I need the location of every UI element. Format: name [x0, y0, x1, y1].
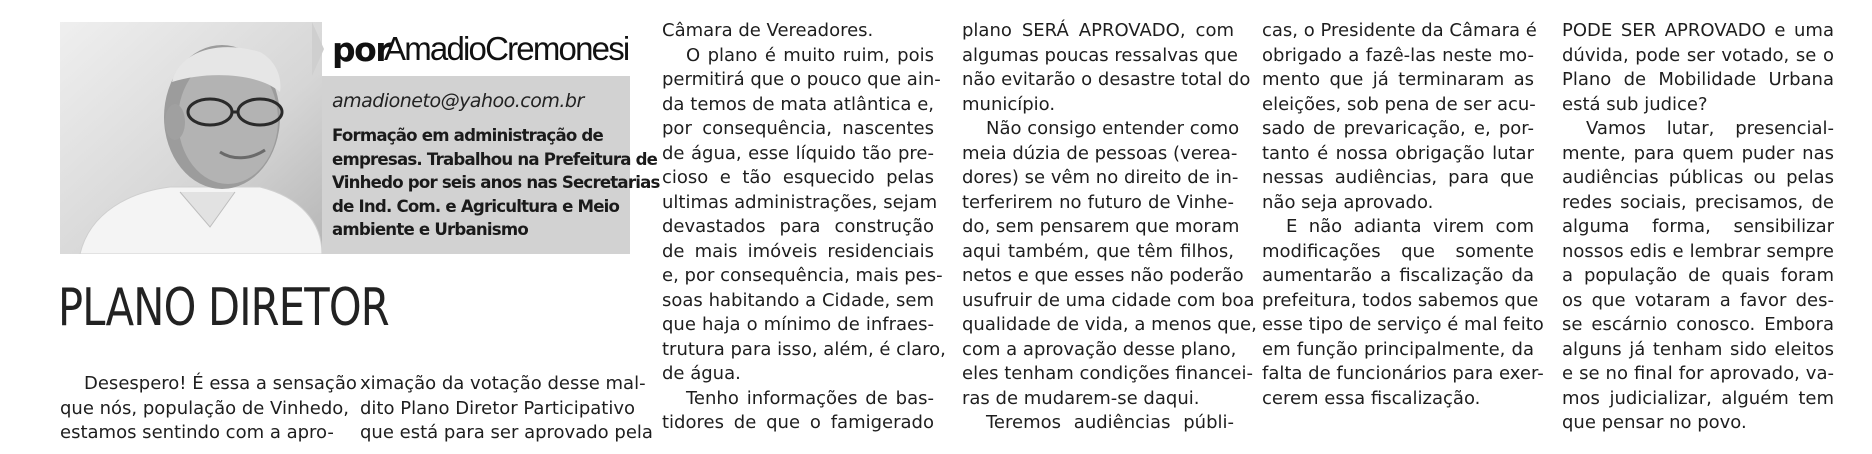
- text-line: Desespero! É essa a sensação: [84, 373, 357, 394]
- text-line: meia dúzia de pessoas (verea-: [962, 142, 1238, 164]
- article-column-4: [962, 19, 1257, 436]
- text-line: dúvida, pode ser votado, se o: [1562, 44, 1834, 66]
- bio-line: Formação em administração de: [332, 126, 603, 145]
- text-line: devastados para construção: [662, 216, 934, 237]
- bio-line: ambiente e Urbanismo: [332, 220, 528, 239]
- text-line: não evitarão o desastre total do: [962, 69, 1251, 90]
- text-line: dito Plano Diretor Participativo: [360, 397, 635, 419]
- text-line: obrigado a fazê-las neste mo-: [1262, 44, 1534, 66]
- text-line: O plano é muito ruim, pois: [686, 44, 934, 66]
- article-headline: PLANO DIRETOR: [58, 278, 389, 338]
- text-line: a população de quais foram: [1562, 265, 1834, 286]
- bio-line: de Ind. Com. e Agricultura e Meio: [332, 196, 620, 216]
- text-line: em função principalmente, da: [1262, 338, 1534, 360]
- text-line: que haja o mínimo de infraes-: [662, 314, 934, 335]
- text-line: que pensar no povo.: [1562, 412, 1747, 433]
- text-line: usufruir de uma cidade com boa: [962, 289, 1255, 311]
- text-line: PODE SER APROVADO e uma: [1562, 20, 1834, 41]
- text-line: e se no final for aprovado, va-: [1562, 363, 1834, 384]
- author-byline: [322, 22, 630, 76]
- text-line: permitirá que o pouco que ain-: [662, 69, 941, 90]
- text-line: plano SERÁ APROVADO, com: [962, 20, 1234, 41]
- text-line: Tenho informações de bas-: [686, 387, 934, 409]
- text-line: ras de mudarem-se daqui.: [962, 387, 1200, 409]
- text-line: de mais imóveis residenciais: [662, 240, 934, 262]
- text-line: netos e que esses não poderão: [962, 265, 1244, 286]
- text-line: os que votaram a favor des-: [1562, 289, 1834, 311]
- text-line: nossos edis e lembrar sempre: [1562, 240, 1834, 262]
- text-line: se escárnio conosco. Embora: [1562, 314, 1834, 335]
- text-line: Vamos lutar, presencial-: [1586, 118, 1834, 139]
- text-line: do, sem pensarem que moram: [962, 216, 1240, 237]
- text-line: estamos sentindo com a apro-: [60, 422, 334, 443]
- text-line: eleições, sob pena de ser acu-: [1262, 93, 1536, 115]
- text-line: dores) se vêm no direito de in-: [962, 167, 1239, 188]
- text-line: esse tipo de serviço é mal feito: [1262, 314, 1544, 335]
- text-line: não seja aprovado.: [1262, 191, 1434, 213]
- author-email: amadioneto@yahoo.com.br: [332, 90, 584, 112]
- text-line: de água.: [662, 363, 741, 384]
- author-name: AmadioCremonesi: [384, 30, 629, 67]
- text-line: terferirem no futuro de Vinhe-: [962, 191, 1234, 213]
- text-line: por consequência, nascentes: [662, 118, 934, 139]
- text-line: mento que já terminaram as: [1262, 69, 1534, 90]
- text-line: modificações que somente: [1262, 240, 1534, 262]
- text-line: tidores de que o famigerado: [662, 412, 934, 433]
- byline-notch: [312, 22, 324, 76]
- article-column-6: [1562, 19, 1834, 436]
- author-bio: [332, 124, 660, 242]
- article-column-1: [60, 372, 357, 446]
- text-line: eles tenham condições financei-: [962, 363, 1253, 384]
- text-line: mente, para quem puder nas: [1562, 142, 1834, 164]
- text-line: com a aprovação desse plano,: [962, 338, 1237, 360]
- article-column-5: [1262, 19, 1544, 411]
- text-line: tanto é nossa obrigação lutar: [1262, 142, 1534, 164]
- author-box: [322, 22, 660, 254]
- text-line: que nós, população de Vinhedo,: [60, 397, 350, 419]
- text-line: audiências públicas ou pelas: [1562, 167, 1834, 188]
- text-line: aqui também, que têm filhos,: [962, 240, 1234, 262]
- text-line: sado de prevaricação, e, por-: [1262, 118, 1534, 139]
- author-portrait-image: [60, 22, 322, 254]
- text-line: soas habitando a Cidade, sem: [662, 289, 934, 311]
- text-line: alguma forma, sensibilizar: [1562, 216, 1834, 237]
- text-line: da temos de mata atlântica e,: [662, 93, 934, 115]
- text-line: que está para ser aprovado pela: [360, 422, 653, 443]
- article-column-2: [360, 372, 653, 446]
- text-line: está sub judice?: [1562, 93, 1708, 115]
- text-line: aumentarão a fiscalização da: [1262, 265, 1534, 286]
- text-line: mos judicializar, alguém tem: [1562, 387, 1834, 409]
- text-line: de água, esse líquido tão pre-: [662, 142, 934, 164]
- text-line: nessas audiências, para que: [1262, 167, 1534, 188]
- text-line: Plano de Mobilidade Urbana: [1562, 69, 1834, 90]
- text-line: município.: [962, 93, 1056, 115]
- text-line: e, por consequência, mais pes-: [662, 265, 943, 286]
- text-line: alguns já tenham sido eleitos: [1562, 338, 1834, 360]
- text-line: prefeitura, todos sabemos que: [1262, 289, 1539, 311]
- text-line: trutura para isso, além, é claro,: [662, 338, 946, 360]
- text-line: falta de funcionários para exer-: [1262, 363, 1544, 384]
- text-line: cioso e tão esquecido pelas: [662, 167, 934, 188]
- text-line: Câmara de Vereadores.: [662, 20, 874, 41]
- author-photo: [60, 22, 322, 254]
- text-line: cas, o Presidente da Câmara é: [1262, 20, 1537, 41]
- text-line: cerem essa fiscalização.: [1262, 387, 1481, 409]
- article-column-3: [662, 19, 946, 436]
- bio-line: Vinhedo por seis anos nas Secretarias: [332, 173, 660, 192]
- bio-line: empresas. Trabalhou na Prefeitura de: [332, 149, 658, 169]
- author-bio-panel: [322, 76, 660, 254]
- text-line: E não adianta virem com: [1286, 216, 1534, 237]
- text-line: Não consigo entender como: [986, 118, 1240, 139]
- text-line: Teremos audiências públi-: [986, 412, 1234, 433]
- text-line: qualidade de vida, a menos que,: [962, 314, 1257, 335]
- byline-prefix: por: [332, 30, 391, 69]
- text-line: redes sociais, precisamos, de: [1562, 191, 1834, 213]
- text-line: algumas poucas ressalvas que: [962, 44, 1238, 66]
- text-line: ximação da votação desse mal-: [360, 373, 646, 394]
- text-line: ultimas administrações, sejam: [662, 191, 938, 213]
